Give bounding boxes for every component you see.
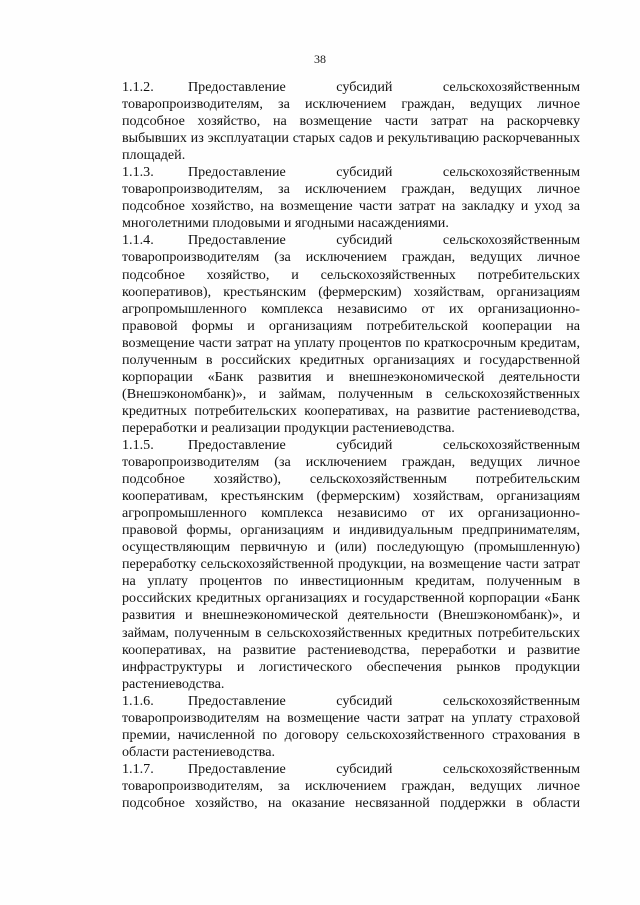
paragraph-text: товаропроизводителям, за исключением граждан, ведущих личное подсобное хозяйство, на возмещение части затрат на раскорчевку выбывших из эксплуатации старых садов и рекультивацию раскорчеванных площадей. bbox=[122, 96, 580, 164]
paragraph-text: товаропроизводителям на возмещение части затрат на уплату страховой премии, начисленной по договору сельскохозяйственного страхования в области растениеводства. bbox=[122, 709, 580, 760]
paragraph-1-1-6 bbox=[122, 693, 580, 761]
paragraph-first-line bbox=[122, 437, 580, 454]
paragraph-lead: Предоставление субсидий сельскохозяйственным bbox=[188, 436, 580, 453]
page-number: 38 bbox=[314, 52, 326, 66]
document-body bbox=[122, 79, 580, 812]
paragraph-text: товаропроизводителям (за исключением граждан, ведущих личное подсобное хозяйство), сельскохозяйственным потребительским кооперативам, крестьянским (фермерским) хозяйствам, организациям агропромышленного комплекса независимо от их организационно-правовой формы, организациям и индивидуальным предпринимателям, осуществляющим первичную и (или) последующую (промышленную) переработку сельскохозяйственной продукции, на возмещение части затрат на уплату процентов по инвестиционным кредитам, полученным в российских кредитных организациях и государственной корпорации «Банк развития и внешнеэкономической деятельности (Внешэкономбанк)», и займам, полученным в сельскохозяйственных кредитных потребительских кооперативах, на развитие растениеводства, переработки и развитие инфраструктуры и логистического обеспечения рынков продукции растениеводства. bbox=[122, 454, 580, 692]
paragraph-first-line bbox=[122, 164, 580, 181]
paragraph-1-1-5 bbox=[122, 437, 580, 693]
paragraph-1-1-2 bbox=[122, 79, 580, 164]
item-number: 1.1.7. bbox=[122, 760, 154, 777]
paragraph-first-line bbox=[122, 693, 580, 710]
paragraph-lead: Предоставление субсидий сельскохозяйственным bbox=[188, 232, 580, 249]
paragraph-lead: Предоставление субсидий сельскохозяйственным bbox=[188, 760, 580, 777]
paragraph-lead: Предоставление субсидий сельскохозяйственным bbox=[188, 692, 580, 709]
paragraph-first-line bbox=[122, 232, 580, 249]
paragraph-lead: Предоставление субсидий сельскохозяйственным bbox=[188, 79, 580, 95]
paragraph-first-line bbox=[122, 761, 580, 778]
paragraph-1-1-7 bbox=[122, 761, 580, 812]
paragraph-text: товаропроизводителям (за исключением граждан, ведущих личное подсобное хозяйство, и сельскохозяйственных потребительских кооперативов), крестьянским (фермерским) хозяйствам, организациям агропромышленного комплекса независимо от их организационно-правовой формы и организациям потребительской кооперации на возмещение части затрат на уплату процентов по краткосрочным кредитам, полученным в российских кредитных организациях и государственной корпорации «Банк развития и внешнеэкономической деятельности (Внешэкономбанк)», и займам, полученным в сельскохозяйственных кредитных потребительских кооперативах, на развитие растениеводства, переработки и реализации продукции растениеводства. bbox=[122, 249, 580, 436]
paragraph-text: товаропроизводителям, за исключением граждан, ведущих личное подсобное хозяйство, на возмещение части затрат на закладку и уход за многолетними плодовыми и ягодными насаждениями. bbox=[122, 181, 580, 232]
paragraph-text: товаропроизводителям, за исключением граждан, ведущих личное подсобное хозяйство, на оказание несвязанной поддержки в области bbox=[122, 777, 580, 811]
item-number: 1.1.2. bbox=[122, 79, 154, 95]
item-number: 1.1.6. bbox=[122, 692, 154, 709]
item-number: 1.1.4. bbox=[122, 232, 154, 249]
item-number: 1.1.3. bbox=[122, 164, 154, 181]
paragraph-1-1-4 bbox=[122, 232, 580, 437]
paragraph-1-1-3 bbox=[122, 164, 580, 232]
paragraph-first-line bbox=[122, 79, 580, 96]
item-number: 1.1.5. bbox=[122, 436, 154, 453]
paragraph-lead: Предоставление субсидий сельскохозяйственным bbox=[188, 164, 580, 181]
